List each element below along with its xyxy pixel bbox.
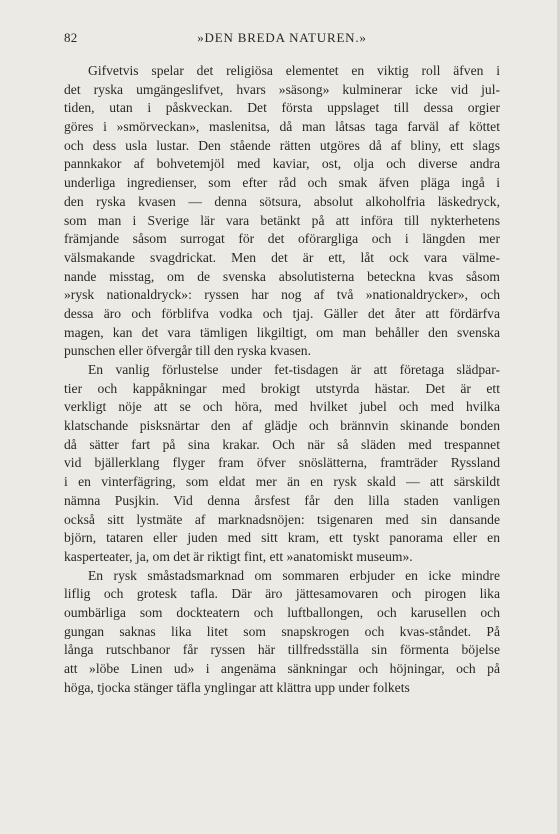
text-line: dessa äro och förblifva vodka och tjaj. Gäller det åter att fördärfva <box>64 305 500 321</box>
text-line: tiden, utan i påskveckan. Det första uppslaget till dessa orgier <box>64 100 500 116</box>
text-line: punschen eller öfvergår till den ryska kvasen. <box>64 343 311 359</box>
text-line: björn, tataren eller juden med sitt kram, ett tyskt panorama eller en <box>64 530 500 546</box>
text-line: gungan saknas lika litet som snapskrogen och kvas-ståndet. På <box>64 623 500 639</box>
text-line: tier och kappåkningar med brokigt utstyrda hästar. Det är ett <box>64 380 500 396</box>
text-line: Gifvetvis spelar det religiösa elementet en viktig roll äfven i <box>88 63 500 78</box>
body-text <box>64 62 500 697</box>
text-line: då sätter fart på sina krakar. Och när så släden med trespannet <box>64 436 500 452</box>
text-line: »rysk nationaldryck»: ryssen har nog af två »nationaldrycker», och <box>64 287 500 303</box>
text-line: En rysk småstadsmarknad om sommaren erbjuder en icke mindre <box>88 567 500 583</box>
text-line: nämna Pusjkin. Vid denna årsfest får den lilla staden vanligen <box>64 492 500 508</box>
text-line: underliga ingredienser, som efter råd och smak äfven pläga ingå i <box>64 175 500 191</box>
text-line: främjande såsom surrogat för det oförargliga och i längden mer <box>64 231 500 247</box>
text-line: oumbärliga som dockteatern och luftballongen, och karusellen och <box>64 604 500 620</box>
text-line: klatschande pisksnärtar den af glädje och brännvin skinande bonden <box>64 418 500 434</box>
page-header <box>64 30 500 46</box>
text-line: göres i »smörveckan», maslenitsa, då man låtsas taga farväl af köttet <box>64 119 500 135</box>
page-number: 82 <box>64 30 78 45</box>
text-line: i en vinterfägring, som eldat mer än en rysk skald — att särskildt <box>64 474 500 490</box>
text-line: höga, tjocka stänger täfla ynglingar att klättra upp under folkets <box>64 679 410 695</box>
text-line: nande misstag, om de svenska absolutisterna beteckna kvas såsom <box>64 268 500 284</box>
text-line: som man i Sverige lär vara betänkt på att införa till nykterhetens <box>64 212 500 228</box>
text-line: långa rutschbanor får ryssen här tillfredsställa sin förmenta böjelse <box>64 642 500 658</box>
text-line: att »löbe Linen ud» i angenäma sänkningar och höjningar, och på <box>64 661 500 676</box>
paragraph <box>64 62 500 361</box>
text-line: En vanlig förlustelse under fet-tisdagen är att företaga slädpar- <box>88 362 500 377</box>
text-line: också sitt lystmäte af marknadsnöjen: tsigenaren med sin dansande <box>64 511 500 527</box>
paragraph <box>64 567 500 698</box>
text-line: välsmakande svagdrickat. Men det är ett, låt ock vara välme- <box>64 249 500 265</box>
text-line: pannkakor af bohvetemjöl med kaviar, ost, olja och diverse andra <box>64 156 500 172</box>
text-line: den ryska kvasen — denna sötsura, absolut alkoholfria läskedryck, <box>64 193 500 209</box>
text-line: det ryska umgängeslifvet, hvars »säsong» kulminerar icke vid jul- <box>64 81 500 97</box>
running-title: »DEN BREDA NATUREN.» <box>197 30 367 45</box>
text-line: liflig och grotesk tafla. Där äro jättesamovaren och pirogen lika <box>64 586 500 602</box>
text-line: kasperteater, ja, om det är riktigt fint, ett »anatomiskt museum». <box>64 548 413 564</box>
text-line: och dess usla lustar. Den stående rätten utgöres då af bliny, ett slags <box>64 137 500 153</box>
text-line: vid bjällerklang flyger fram öfver snöslätterna, framträder Ryssland <box>64 455 500 471</box>
text-line: verkligt nöje att se och höra, med hvilket jubel och med hvilka <box>64 399 500 415</box>
text-line: magen, kan det vara tämligen likgiltigt, om man behåller den svenska <box>64 324 500 340</box>
paragraph <box>64 361 500 567</box>
